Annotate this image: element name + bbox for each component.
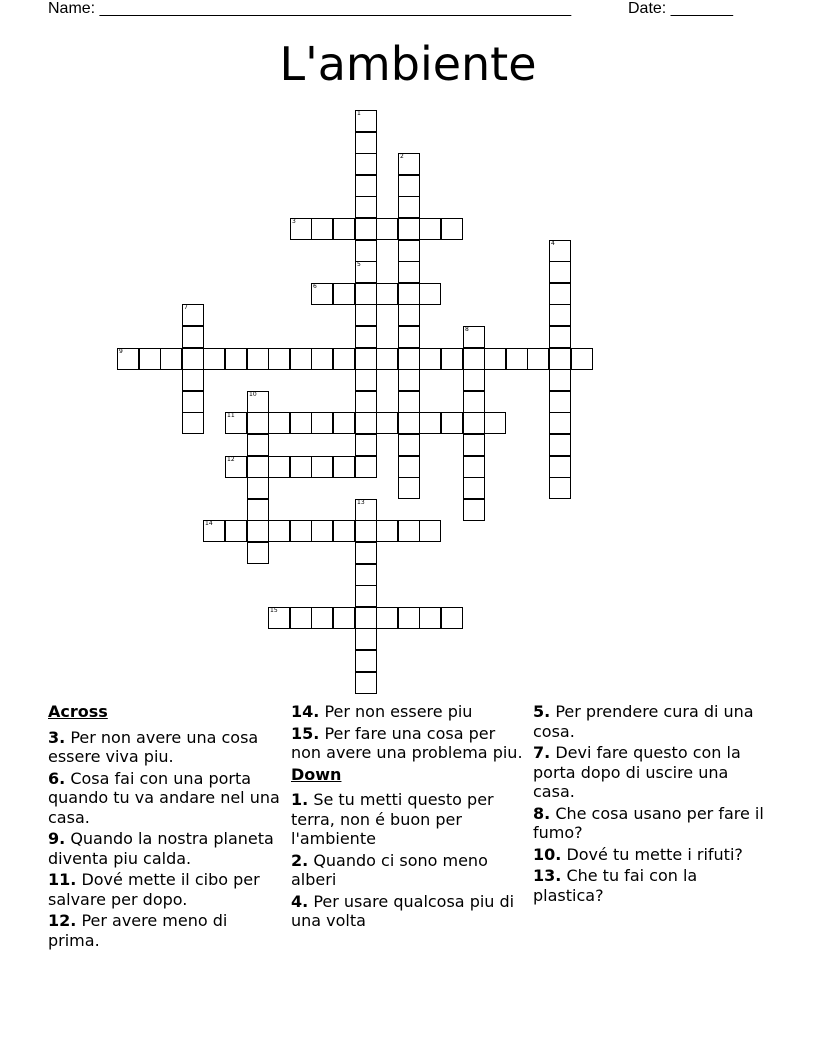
clue-down-13 bbox=[533, 866, 769, 905]
grid-cell[interactable] bbox=[247, 499, 269, 521]
clue-across-15 bbox=[291, 724, 527, 763]
grid-cell[interactable] bbox=[441, 218, 463, 240]
clue-text: Dové mette il cibo per salvare per dopo. bbox=[48, 870, 260, 909]
grid-cell[interactable] bbox=[311, 218, 333, 240]
clues-column-1 bbox=[48, 702, 284, 952]
clue-across-6 bbox=[48, 769, 284, 828]
grid-cell[interactable] bbox=[355, 196, 377, 218]
clue-across-11 bbox=[48, 870, 284, 909]
clue-down-1 bbox=[291, 790, 527, 849]
grid-cell[interactable] bbox=[398, 261, 420, 283]
grid-cell[interactable] bbox=[506, 348, 528, 370]
grid-cell[interactable] bbox=[419, 607, 441, 629]
grid-cell[interactable] bbox=[182, 326, 204, 348]
grid-cell[interactable] bbox=[247, 542, 269, 564]
clue-text: Per usare qualcosa piu di una volta bbox=[291, 891, 515, 930]
grid-cell[interactable] bbox=[398, 304, 420, 326]
clue-text: Cosa fai con una porta quando tu va andare nel una casa. bbox=[48, 768, 280, 827]
cell-number: 11 bbox=[227, 412, 235, 419]
grid-cell[interactable] bbox=[247, 434, 269, 456]
grid-cell[interactable] bbox=[549, 434, 571, 456]
grid-cell[interactable] bbox=[441, 412, 463, 434]
grid-cell[interactable] bbox=[376, 283, 398, 305]
name-field[interactable]: Name: _____________________________________________________ bbox=[48, 0, 572, 17]
clue-number: 7. bbox=[533, 743, 551, 762]
grid-cell[interactable] bbox=[549, 326, 571, 348]
grid-cell[interactable] bbox=[290, 218, 312, 240]
grid-cell[interactable] bbox=[160, 348, 182, 370]
grid-cell[interactable] bbox=[398, 153, 420, 175]
clue-number: 10. bbox=[533, 844, 562, 864]
grid-cell[interactable] bbox=[290, 348, 312, 370]
grid-cell[interactable] bbox=[419, 412, 441, 434]
grid-cell[interactable] bbox=[419, 218, 441, 240]
clue-text: Che tu fai con la plastica? bbox=[533, 866, 698, 905]
clue-number: 14. bbox=[291, 702, 320, 721]
grid-cell[interactable] bbox=[225, 520, 247, 542]
grid-cell[interactable] bbox=[398, 218, 420, 240]
cell-number: 12 bbox=[227, 456, 235, 463]
cell-number: 9 bbox=[119, 348, 123, 355]
clue-down-8 bbox=[533, 804, 769, 843]
grid-cell[interactable] bbox=[355, 542, 377, 564]
grid-cell[interactable] bbox=[549, 369, 571, 391]
clue-number: 12. bbox=[48, 911, 77, 930]
grid-cell[interactable] bbox=[355, 434, 377, 456]
grid-cell[interactable] bbox=[419, 348, 441, 370]
grid-cell[interactable] bbox=[355, 240, 377, 262]
grid-cell[interactable] bbox=[398, 326, 420, 348]
cell-number: 6 bbox=[313, 283, 317, 290]
grid-cell[interactable] bbox=[333, 607, 355, 629]
grid-cell[interactable] bbox=[571, 348, 593, 370]
clue-down-5 bbox=[533, 702, 769, 741]
grid-cell[interactable] bbox=[311, 456, 333, 478]
grid-cell[interactable] bbox=[268, 456, 290, 478]
grid-cell[interactable] bbox=[333, 348, 355, 370]
grid-cell[interactable] bbox=[355, 132, 377, 154]
grid-cell[interactable] bbox=[463, 369, 485, 391]
date-field[interactable]: Date: _______ bbox=[628, 0, 733, 17]
grid-cell[interactable] bbox=[268, 607, 290, 629]
cell-number: 14 bbox=[205, 520, 213, 527]
grid-cell[interactable] bbox=[419, 283, 441, 305]
clue-number: 4. bbox=[291, 891, 309, 911]
clue-number: 11. bbox=[48, 870, 77, 889]
grid-cell[interactable] bbox=[463, 412, 485, 434]
grid-cell[interactable] bbox=[355, 218, 377, 240]
grid-cell[interactable] bbox=[247, 520, 269, 542]
grid-cell[interactable] bbox=[398, 369, 420, 391]
grid-cell[interactable] bbox=[549, 456, 571, 478]
grid-cell[interactable] bbox=[355, 304, 377, 326]
clue-number: 13. bbox=[533, 866, 562, 885]
grid-cell[interactable] bbox=[182, 348, 204, 370]
grid-cell[interactable] bbox=[355, 283, 377, 305]
clue-number: 2. bbox=[291, 850, 309, 870]
grid-cell[interactable] bbox=[398, 283, 420, 305]
grid-cell[interactable] bbox=[549, 477, 571, 499]
grid-cell[interactable] bbox=[355, 412, 377, 434]
grid-cell[interactable] bbox=[333, 412, 355, 434]
clue-text: Per prendere cura di una cosa. bbox=[533, 702, 754, 741]
clue-text: Quando ci sono meno alberi bbox=[291, 850, 488, 889]
grid-cell[interactable] bbox=[441, 348, 463, 370]
grid-cell[interactable] bbox=[268, 412, 290, 434]
grid-cell[interactable] bbox=[311, 412, 333, 434]
clue-down-7 bbox=[533, 743, 769, 802]
grid-cell[interactable] bbox=[355, 175, 377, 197]
clue-number: 1. bbox=[291, 790, 309, 809]
clue-down-10 bbox=[533, 845, 769, 865]
grid-cell[interactable] bbox=[398, 456, 420, 478]
clue-text: Devi fare questo con la porta dopo di uscire una casa. bbox=[533, 743, 741, 801]
grid-cell[interactable] bbox=[139, 348, 161, 370]
grid-cell[interactable] bbox=[311, 348, 333, 370]
grid-cell[interactable] bbox=[398, 348, 420, 370]
grid-cell[interactable] bbox=[247, 456, 269, 478]
clue-text: Per avere meno di prima. bbox=[48, 911, 228, 950]
grid-cell[interactable] bbox=[290, 520, 312, 542]
grid-cell[interactable] bbox=[376, 218, 398, 240]
grid-cell[interactable] bbox=[441, 607, 463, 629]
grid-cell[interactable] bbox=[247, 412, 269, 434]
clue-text: Se tu metti questo per terra, non é buon per l'ambiente bbox=[291, 790, 494, 848]
grid-cell[interactable] bbox=[117, 348, 139, 370]
grid-cell[interactable] bbox=[398, 412, 420, 434]
grid-cell[interactable] bbox=[311, 283, 333, 305]
grid-cell[interactable] bbox=[463, 391, 485, 413]
grid-cell[interactable] bbox=[268, 520, 290, 542]
clue-text: Dové tu mette i rifuti? bbox=[566, 844, 743, 864]
grid-cell[interactable] bbox=[527, 348, 549, 370]
grid-cell[interactable] bbox=[355, 628, 377, 650]
grid-cell[interactable] bbox=[355, 153, 377, 175]
grid-cell[interactable] bbox=[311, 520, 333, 542]
grid-cell[interactable] bbox=[484, 348, 506, 370]
cell-number: 5 bbox=[357, 261, 361, 268]
grid-cell[interactable] bbox=[376, 520, 398, 542]
grid-cell[interactable] bbox=[333, 520, 355, 542]
clue-text: Per fare una cosa per non avere una problema piu. bbox=[291, 723, 523, 762]
grid-cell[interactable] bbox=[549, 261, 571, 283]
grid-cell[interactable] bbox=[419, 520, 441, 542]
grid-cell[interactable] bbox=[398, 391, 420, 413]
grid-cell[interactable] bbox=[355, 499, 377, 521]
grid-cell[interactable] bbox=[355, 607, 377, 629]
grid-cell[interactable] bbox=[355, 326, 377, 348]
cell-number: 7 bbox=[184, 304, 188, 311]
grid-cell[interactable] bbox=[225, 456, 247, 478]
grid-cell[interactable] bbox=[463, 477, 485, 499]
clues-column-3 bbox=[533, 702, 769, 907]
clue-number: 8. bbox=[533, 803, 551, 823]
clue-number: 5. bbox=[533, 702, 551, 721]
clue-number: 3. bbox=[48, 727, 66, 747]
clue-across-12 bbox=[48, 911, 284, 950]
grid-cell[interactable] bbox=[247, 477, 269, 499]
grid-cell[interactable] bbox=[290, 412, 312, 434]
clue-across-14 bbox=[291, 702, 527, 722]
grid-cell[interactable] bbox=[182, 304, 204, 326]
clue-text: Che cosa usano per fare il fumo? bbox=[533, 803, 764, 842]
grid-cell[interactable] bbox=[549, 304, 571, 326]
grid-cell[interactable] bbox=[398, 434, 420, 456]
cell-number: 8 bbox=[465, 326, 469, 333]
cell-number: 15 bbox=[270, 607, 278, 614]
clue-number: 15. bbox=[291, 723, 320, 743]
grid-cell[interactable] bbox=[355, 456, 377, 478]
grid-cell[interactable] bbox=[398, 240, 420, 262]
cell-number: 10 bbox=[249, 391, 257, 398]
grid-cell[interactable] bbox=[355, 585, 377, 607]
grid-cell[interactable] bbox=[203, 520, 225, 542]
grid-cell[interactable] bbox=[355, 672, 377, 694]
clue-down-2 bbox=[291, 851, 527, 890]
grid-cell[interactable] bbox=[268, 348, 290, 370]
grid-cell[interactable] bbox=[549, 240, 571, 262]
cell-number: 2 bbox=[400, 153, 404, 160]
grid-cell[interactable] bbox=[549, 283, 571, 305]
grid-cell[interactable] bbox=[355, 391, 377, 413]
grid-cell[interactable] bbox=[247, 348, 269, 370]
grid-cell[interactable] bbox=[549, 348, 571, 370]
grid-cell[interactable] bbox=[398, 607, 420, 629]
clue-text: Per non essere piu bbox=[324, 702, 473, 721]
grid-cell[interactable] bbox=[290, 456, 312, 478]
clue-text: Per non avere una cosa essere viva piu. bbox=[48, 727, 259, 766]
grid-cell[interactable] bbox=[333, 283, 355, 305]
grid-cell[interactable] bbox=[355, 520, 377, 542]
grid-cell[interactable] bbox=[290, 607, 312, 629]
grid-cell[interactable] bbox=[355, 110, 377, 132]
grid-cell[interactable] bbox=[398, 175, 420, 197]
clues-column-2 bbox=[291, 702, 527, 933]
grid-cell[interactable] bbox=[376, 348, 398, 370]
grid-cell[interactable] bbox=[398, 520, 420, 542]
grid-cell[interactable] bbox=[333, 218, 355, 240]
grid-cell[interactable] bbox=[247, 391, 269, 413]
grid-cell[interactable] bbox=[182, 369, 204, 391]
grid-cell[interactable] bbox=[182, 412, 204, 434]
grid-cell[interactable] bbox=[182, 391, 204, 413]
clue-number: 6. bbox=[48, 768, 66, 788]
grid-cell[interactable] bbox=[333, 456, 355, 478]
grid-cell[interactable] bbox=[355, 650, 377, 672]
cell-number: 1 bbox=[357, 110, 361, 117]
clue-across-9 bbox=[48, 829, 284, 868]
cell-number: 3 bbox=[292, 218, 296, 225]
grid-cell[interactable] bbox=[376, 607, 398, 629]
cell-number: 4 bbox=[551, 240, 555, 247]
clue-text: Quando la nostra planeta diventa piu calda. bbox=[48, 829, 274, 868]
clue-number: 9. bbox=[48, 829, 66, 848]
grid-cell[interactable] bbox=[549, 412, 571, 434]
clue-across-3 bbox=[48, 728, 284, 767]
grid-cell[interactable] bbox=[376, 412, 398, 434]
grid-cell[interactable] bbox=[355, 369, 377, 391]
cell-number: 13 bbox=[357, 499, 365, 506]
grid-cell[interactable] bbox=[355, 348, 377, 370]
grid-cell[interactable] bbox=[463, 348, 485, 370]
grid-cell[interactable] bbox=[484, 412, 506, 434]
grid-cell[interactable] bbox=[463, 456, 485, 478]
grid-cell[interactable] bbox=[203, 348, 225, 370]
grid-cell[interactable] bbox=[398, 477, 420, 499]
grid-cell[interactable] bbox=[463, 499, 485, 521]
grid-cell[interactable] bbox=[225, 412, 247, 434]
clue-down-4 bbox=[291, 892, 527, 931]
across-heading: Across bbox=[48, 702, 108, 721]
grid-cell[interactable] bbox=[311, 607, 333, 629]
page-title: L'ambiente bbox=[279, 37, 537, 91]
grid-cell[interactable] bbox=[355, 261, 377, 283]
down-heading: Down bbox=[291, 764, 342, 784]
grid-cell[interactable] bbox=[398, 196, 420, 218]
grid-cell[interactable] bbox=[549, 391, 571, 413]
grid-cell[interactable] bbox=[355, 564, 377, 586]
grid-cell[interactable] bbox=[463, 434, 485, 456]
grid-cell[interactable] bbox=[463, 326, 485, 348]
grid-cell[interactable] bbox=[225, 348, 247, 370]
